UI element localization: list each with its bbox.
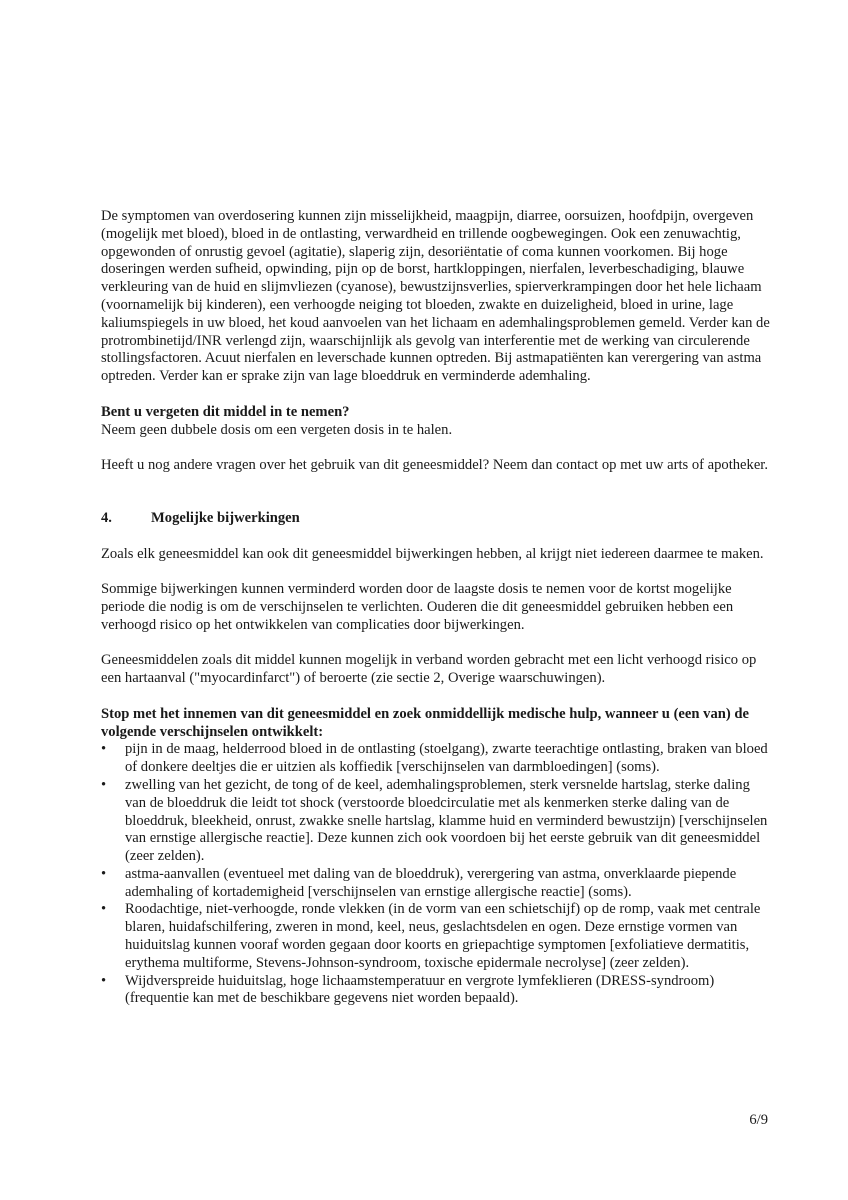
list-item bbox=[101, 777, 771, 866]
page-number: 6/9 bbox=[749, 1112, 768, 1128]
stop-taking-heading: Stop met het innemen van dit geneesmiddel en zoek onmiddellijk medische hulp, wanneer u (een van) de volgende verschijnselen ontwikkelt: bbox=[101, 705, 749, 740]
heart-risk-paragraph: Geneesmiddelen zoals dit middel kunnen mogelijk in verband worden gebracht met een licht verhoogd risico op een hartaanval ("myocardinfarct") of beroerte (zie sectie 2, Overige waarschuwingen). bbox=[101, 652, 757, 687]
list-item bbox=[101, 741, 771, 777]
questions-paragraph: Heeft u nog andere vragen over het gebruik van dit geneesmiddel? Neem dan contact op met uw arts of apotheker. bbox=[101, 457, 769, 474]
list-item-text: Wijdverspreide huiduitslag, hoge lichaamstemperatuur en vergrote lymfeklieren (DRESS-syndroom) (frequentie kan met de beschikbare gegevens niet worden bepaald). bbox=[125, 972, 715, 1007]
symptom-list bbox=[101, 741, 771, 1008]
bullet-icon: • bbox=[101, 865, 107, 882]
bullet-icon: • bbox=[101, 741, 107, 758]
list-item bbox=[101, 866, 771, 902]
list-item bbox=[101, 973, 771, 1009]
list-item-text: pijn in de maag, helderrood bloed in de ontlasting (stoelgang), zwarte teerachtige ontlasting, braken van bloed of donkere deeltjes die er uitzien als koffiedik [verschijnselen van darmbloedingen] (soms). bbox=[125, 741, 768, 776]
section-heading bbox=[101, 510, 771, 528]
reduce-side-effects-paragraph: Sommige bijwerkingen kunnen verminderd worden door de laagste dosis te nemen voor de kortst mogelijke periode die nodig is om de verschijnselen te verlichten. Ouderen die dit geneesmiddel gebruiken hebben een verhoogd risico op het ontwikkelen van complicaties door bijwerkingen. bbox=[101, 581, 734, 633]
forgot-dose-text: Neem geen dubbele dosis om een vergeten dosis in te halen. bbox=[101, 421, 453, 438]
side-effects-intro: Zoals elk geneesmiddel kan ook dit geneesmiddel bijwerkingen hebben, al krijgt niet iedereen daarmee te maken. bbox=[101, 545, 764, 562]
overdose-paragraph: De symptomen van overdosering kunnen zijn misselijkheid, maagpijn, diarree, oorsuizen, hoofdpijn, overgeven (mogelijk met bloed), bloed in de ontlasting, verwardheid en trillende oogbewegingen. Ook een zenuwachtig, opgewonden of onrustig gevoel (agitatie), slaperig zijn, desoriëntatie of coma kunnen voorkomen. Bij hoge doseringen werden sufheid, opwinding, pijn op de borst, hartkloppingen, nierfalen, leverbeschadiging, blauwe verkleuring van de huid en slijmvliezen (cyanose), bewustzijnsverlies, spierverkrampingen door het hele lichaam (voornamelijk bij kinderen), een verhoogde neiging tot bloeden, zwakte en duizeligheid, bloed in urine, lage kaliumspiegels in uw bloed, het koud aanvoelen van het lichaam en ademhalingsproblemen gemeld. Verder kan de protrombinetijd/INR verlengd zijn, waarschijnlijk als gevolg van interferentie met de werking van circulerende stollingsfactoren. Acuut nierfalen en leverschade kunnen optreden. Bij astmapatiënten kan verergering van astma optreden. Verder kan er sprake zijn van lage bloeddruk en verminderde ademhaling. bbox=[101, 208, 770, 385]
list-item-text: astma-aanvallen (eventueel met daling van de bloeddruk), verergering van astma, onverklaarde piepende ademhaling of kortademigheid [verschijnselen van ernstige allergische reactie] (soms). bbox=[125, 865, 737, 900]
bullet-icon: • bbox=[101, 776, 107, 793]
bullet-icon: • bbox=[101, 901, 107, 918]
section-number: 4. bbox=[101, 509, 112, 526]
section-title: Mogelijke bijwerkingen bbox=[151, 509, 300, 526]
forgot-dose-heading: Bent u vergeten dit middel in te nemen? bbox=[101, 403, 350, 420]
list-item bbox=[101, 901, 771, 972]
document-body bbox=[101, 208, 771, 1008]
list-item-text: zwelling van het gezicht, de tong of de keel, ademhalingsproblemen, sterk versnelde hartslag, sterke daling van de bloeddruk die leidt tot shock (verstoorde bloedcirculatie met als kenmerken sterke daling van de bloeddruk, bleekheid, onrust, zwakke snelle hartslag, klamme huid en verminderd bewustzijn) [verschijnselen van ernstige allergische reactie]. Deze kunnen zich ook voordoen bij het eerste gebruik van dit geneesmiddel (zeer zelden). bbox=[125, 776, 768, 865]
list-item-text: Roodachtige, niet-verhoogde, ronde vlekken (in de vorm van een schietschijf) op de romp, vaak met centrale blaren, huidafschilfering, zweren in mond, keel, neus, geslachtsdelen en ogen. Deze ernstige vormen van huiduitslag kunnen vooraf worden gegaan door koorts en griepachtige symptomen [exfoliatieve dermatitis, erythema multiforme, Stevens-Johnson-syndroom, toxische epidermale necrolyse] (zeer zelden). bbox=[125, 901, 761, 971]
bullet-icon: • bbox=[101, 972, 107, 989]
